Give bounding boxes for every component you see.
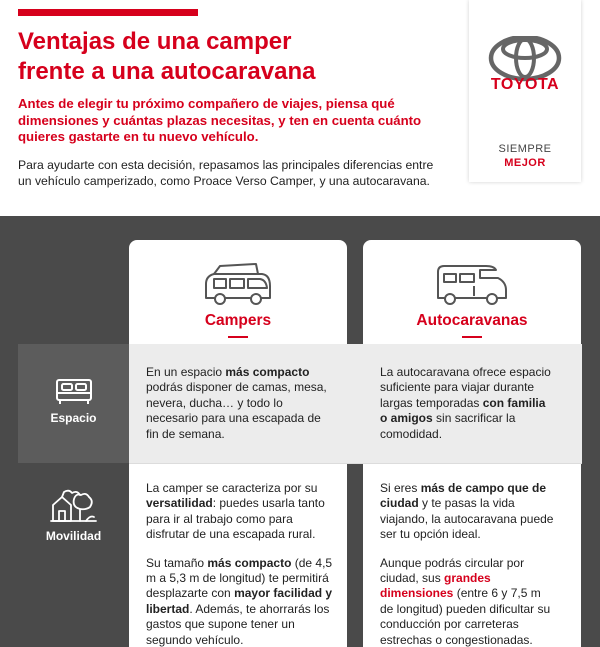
- tagline-mejor: MEJOR: [504, 157, 546, 169]
- toyota-logo-box[interactable]: [469, 0, 581, 182]
- house-tree-icon: [50, 487, 98, 523]
- paragraph: Si eres más de campo que de ciudad y te pasas la vida viajando, la autocaravana puede ser tu opción ideal.: [380, 481, 554, 542]
- column-underline: [462, 336, 482, 338]
- paragraph: Aunque podrás circular por ciudad, sus grandes dimensiones (entre 6 y 7,5 m de longitud) pueden dificultar su conducción por carreteras estrechas o congestionadas.: [380, 555, 551, 647]
- row-header-movilidad: [18, 463, 129, 647]
- row-label-movilidad: Movilidad: [45, 529, 102, 543]
- column-title-autocaravanas: Autocaravanas: [416, 312, 528, 329]
- cell-espacio-campers: En un espacio más compacto podrás disponer de camas, mesa, nevera, ducha… y todo lo necesario para una escapada de fin de semana.: [146, 365, 327, 441]
- description-text: Para ayudarte con esta decisión, repasamos las principales diferencias entre un vehículo camperizado, como Proace Verso Camper, y una autocaravana.: [18, 158, 434, 188]
- paragraph: La camper se caracteriza por su versatilidad: puedes usarla tanto para ir al trabajo como para disfrutar de una escapada rural.: [146, 481, 325, 542]
- toyota-wordmark: TOYOTA: [490, 76, 560, 93]
- column-underline: [228, 336, 248, 338]
- cell-movilidad-autocaravanas: [380, 481, 555, 647]
- row-header-espacio: [18, 344, 129, 463]
- header: [0, 0, 600, 216]
- motorhome-icon: [434, 258, 510, 308]
- bed-icon: [54, 376, 94, 406]
- column-title-campers: Campers: [204, 312, 272, 329]
- cell-movilidad-campers: [146, 481, 336, 647]
- camper-van-icon: [200, 258, 276, 308]
- paragraph: Su tamaño más compacto (de 4,5 m a 5,3 m de longitud) te permitirá desplazarte con mayor facilidad y libertad. Además, te ahorrarás los gastos que supone tener un segundo vehículo.: [146, 555, 333, 647]
- accent-bar: [18, 9, 198, 16]
- tagline-siempre: SIEMPRE: [498, 143, 552, 155]
- page-title: Ventajas de una camper frente a una autocaravana: [18, 28, 316, 85]
- row-label-espacio: Espacio: [50, 411, 97, 425]
- cell-espacio-autocaravanas: La autocaravana ofrece espacio suficiente para viajar durante largas temporadas con familia o amigos sin sacrificar la comodidad.: [380, 365, 551, 441]
- intro-text: Antes de elegir tu próximo compañero de viajes, piensa qué dimensiones y cuántas plazas necesitas, y ten en cuenta cuánto quieres gastarte en tu nuevo vehículo.: [18, 96, 422, 144]
